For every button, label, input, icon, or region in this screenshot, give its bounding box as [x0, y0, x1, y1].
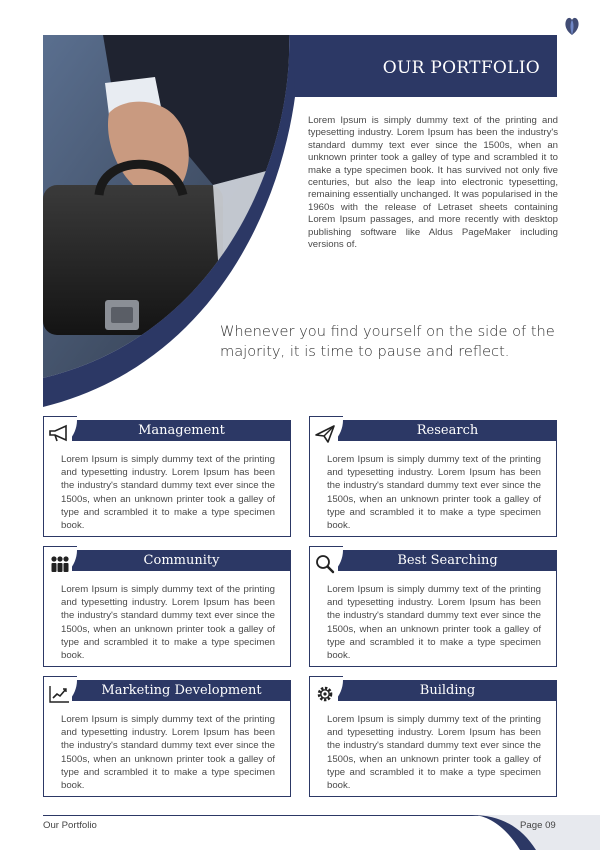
paper-plane-icon — [313, 424, 339, 444]
card-title: Management — [72, 420, 291, 441]
card-title: Building — [338, 680, 557, 701]
card-community — [43, 550, 291, 667]
card-marketing-development — [43, 680, 291, 797]
card-body: Lorem Ipsum is simply dummy text of the printing and typesetting industry. Lorem Ipsum has been the industry's standard dummy text ever since the 1500s, when an unknown printer took a galley of type and scrambled it to make a type specimen book. — [327, 454, 541, 532]
intro-paragraph: Lorem Ipsum is simply dummy text of the printing and typesetting industry. Lorem Ipsum has been the industry's standard dummy text ever since the 1500s, when an unknown printer took a galley of type and scrambled it to make a type specimen book. It has survived not only five centuries, but also the leap into electronic typesetting, remaining essentially unchanged. It was popularised in the 1960s with the release of Letraset sheets containing Lorem Ipsum passages, and more recently with desktop publishing software like Aldus PageMaker including versions of. — [308, 115, 558, 251]
growth-chart-icon — [47, 684, 73, 704]
page-title: OUR PORTFOLIO — [382, 58, 540, 78]
card-title: Best Searching — [338, 550, 557, 571]
card-body: Lorem Ipsum is simply dummy text of the printing and typesetting industry. Lorem Ipsum has been the industry's standard dummy text ever since the 1500s, when an unknown printer took a galley of type and scrambled it to make a type specimen book. — [61, 714, 275, 792]
card-best-searching — [309, 550, 557, 667]
card-body: Lorem Ipsum is simply dummy text of the printing and typesetting industry. Lorem Ipsum has been the industry's standard dummy text ever since the 1500s, when an unknown printer took a galley of type and scrambled it to make a type specimen book. — [61, 584, 275, 662]
gear-icon — [313, 684, 339, 704]
card-body: Lorem Ipsum is simply dummy text of the printing and typesetting industry. Lorem Ipsum has been the industry's standard dummy text ever since the 1500s, when an unknown printer took a galley of type and scrambled it to make a type specimen book. — [61, 454, 275, 532]
card-body: Lorem Ipsum is simply dummy text of the printing and typesetting industry. Lorem Ipsum has been the industry's standard dummy text ever since the 1500s, when an unknown printer took a galley of type and scrambled it to make a type specimen book. — [327, 714, 541, 792]
card-title: Community — [72, 550, 291, 571]
magnifier-icon — [313, 554, 339, 574]
card-title: Research — [338, 420, 557, 441]
pull-quote: Whenever you find yourself on the side of the majority, it is time to pause and reflect. — [220, 323, 555, 360]
footer-section-title: Our Portfolio — [43, 820, 97, 831]
brand-logo-icon — [563, 16, 581, 36]
card-research — [309, 420, 557, 537]
card-title: Marketing Development — [72, 680, 291, 701]
megaphone-icon — [47, 424, 73, 444]
page-number: Page 09 — [520, 820, 556, 831]
card-management — [43, 420, 291, 537]
card-building — [309, 680, 557, 797]
title-banner — [290, 35, 557, 97]
card-body: Lorem Ipsum is simply dummy text of the printing and typesetting industry. Lorem Ipsum has been the industry's standard dummy text ever since the 1500s, when an unknown printer took a galley of type and scrambled it to make a type specimen book. — [327, 584, 541, 662]
people-icon — [47, 554, 73, 574]
